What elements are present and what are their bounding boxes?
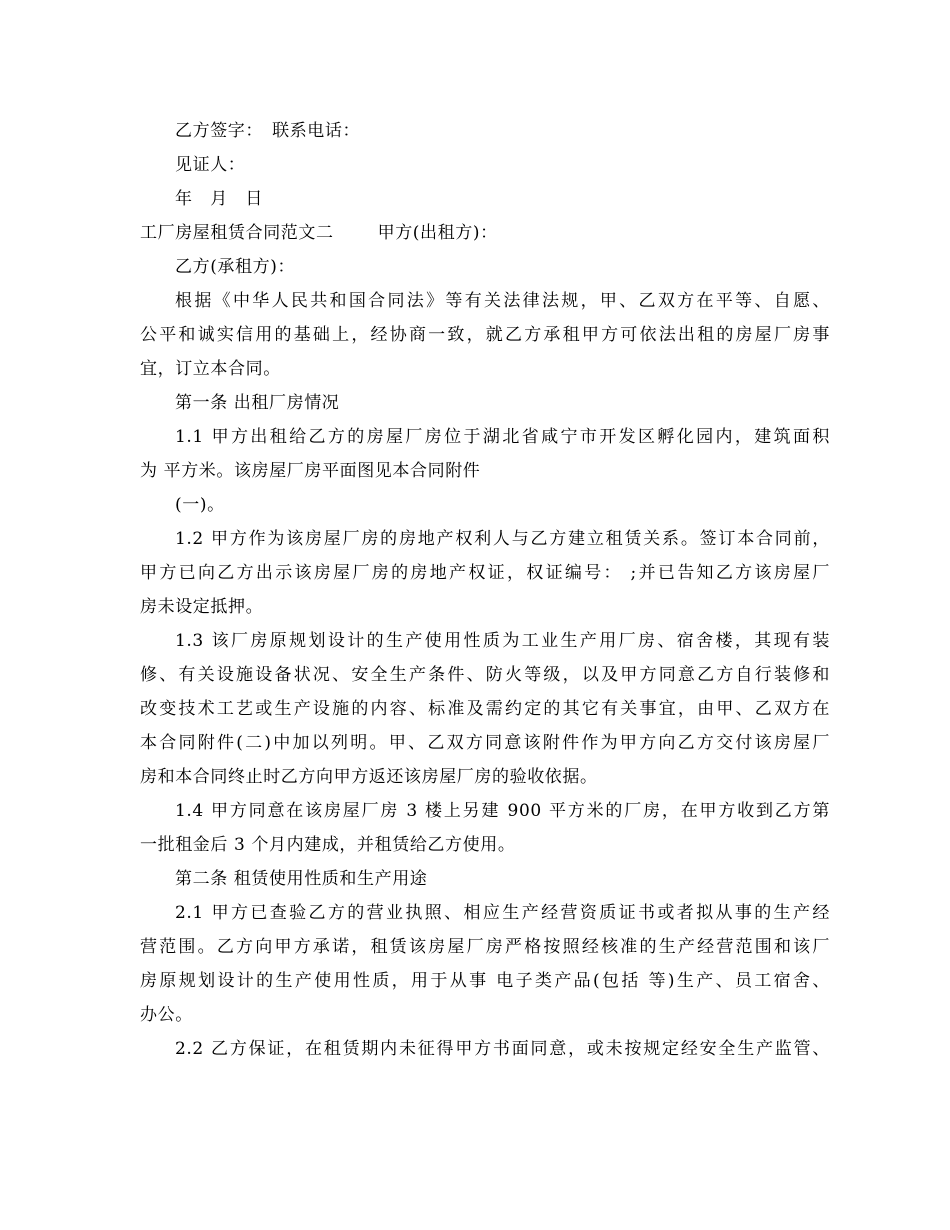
clause-2-2-line: 2.2 乙方保证，在租赁期内未征得甲方书面同意，或未按规定经安全生产监管、: [175, 1039, 830, 1059]
intro-paragraph-line: 公平和诚实信用的基础上，经协商一致，就乙方承租甲方可依法出租的房屋厂房事: [140, 325, 830, 345]
document-page: [140, 114, 830, 1066]
clause-1-2-line: 房未设定抵押。: [140, 597, 264, 617]
clause-1-3-line: 改变技术工艺或生产设施的内容、标准及需约定的其它有关事宜，由甲、乙双方在: [140, 699, 830, 719]
contract-title-line: [140, 216, 830, 250]
clause-1-4-line: 一批租金后 3 个月内建成，并租赁给乙方使用。: [140, 835, 516, 855]
clause-1-3-line: 本合同附件(二)中加以列明。甲、乙双方同意该附件作为甲方向乙方交付该房屋厂: [140, 733, 830, 753]
date-line: 年 月 日: [175, 189, 263, 209]
clause-1-1-line: (一)。: [175, 495, 225, 515]
witness-line: 见证人：: [175, 155, 246, 175]
clause-2-1-line: 房原规划设计的生产使用性质，用于从事 电子类产品(包括 等)生产、员工宿舍、: [140, 971, 830, 991]
clause-2-1-line: 2.1 甲方已查验乙方的营业执照、相应生产经营资质证书或者拟从事的生产经: [175, 903, 830, 923]
clause-1-2-line: 1.2 甲方作为该房屋厂房的房地产权利人与乙方建立租赁关系。签订本合同前，: [175, 529, 830, 549]
intro-paragraph-line: 根据《中华人民共和国合同法》等有关法律法规，甲、乙双方在平等、自愿、: [175, 291, 830, 311]
clause-1-2-line: 甲方已向乙方出示该房屋厂房的房地产权证，权证编号： ;并已告知乙方该房屋厂: [140, 563, 830, 583]
clause-1-4-line: 1.4 甲方同意在该房屋厂房 3 楼上另建 900 平方米的厂房，在甲方收到乙方第: [175, 801, 830, 821]
article-2-heading: 第二条 租赁使用性质和生产用途: [175, 869, 428, 889]
contract-title: 工厂房屋租赁合同范文二: [140, 223, 334, 243]
clause-2-1-line: 办公。: [140, 1005, 193, 1025]
clause-1-3-line: 修、有关设施设备状况、安全生产条件、防火等级，以及甲方同意乙方自行装修和: [140, 665, 830, 685]
clause-1-1-line: 为 平方米。该房屋厂房平面图见本合同附件: [140, 461, 481, 481]
clause-1-1-line: 1.1 甲方出租给乙方的房屋厂房位于湖北省咸宁市开发区孵化园内，建筑面积: [175, 427, 830, 447]
intro-paragraph-line: 宜，订立本合同。: [140, 359, 281, 379]
lessor-label: 甲方(出租方)：: [377, 223, 498, 243]
lessee-label: 乙方(承租方)：: [175, 257, 296, 277]
article-1-heading: 第一条 出租厂房情况: [175, 393, 340, 413]
clause-1-3-line: 1.3 该厂房原规划设计的生产使用性质为工业生产用厂房、宿舍楼，其现有装: [175, 631, 830, 651]
signature-line: 乙方签字： 联系电话：: [175, 121, 361, 141]
clause-1-3-line: 房和本合同终止时乙方向甲方返还该房屋厂房的验收依据。: [140, 767, 598, 787]
clause-2-1-line: 营范围。乙方向甲方承诺，租赁该房屋厂房严格按照经核准的生产经营范围和该厂: [140, 937, 830, 957]
